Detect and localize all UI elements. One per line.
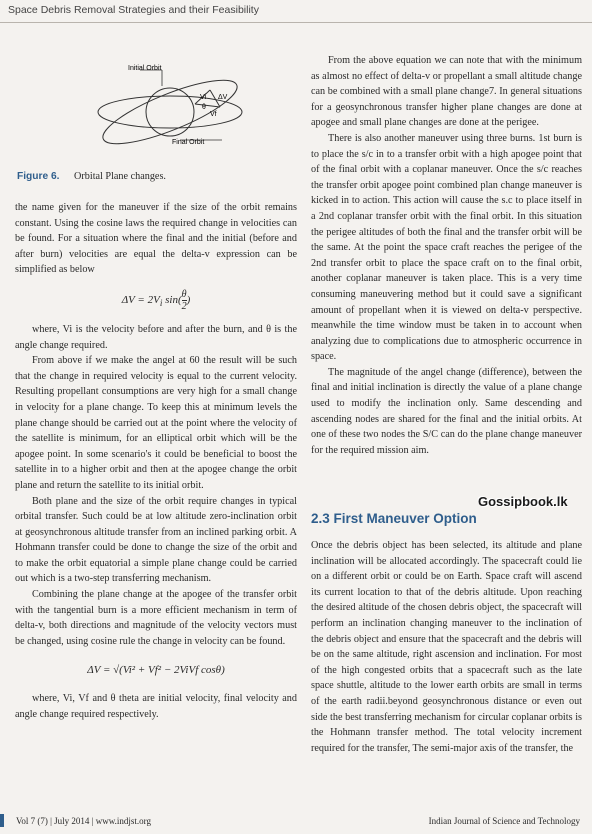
- footer-accent-bar: [0, 814, 4, 827]
- orbit-diagram: [70, 52, 270, 162]
- paragraph: Once the debris object has been selected, its altitude and plane inclination will be allocated accordingly. The spacecraft could lie on a different orbit or could be on Earth. Space craft will ascend its current location to that of the debris altitude. Upon reaching the desired altitude of the chosen debris object, the spacecraft will perform an inclination changing maneuver to the inclination of the debris object and ensure that the spacecraft and the debris will be on the same altitude, right ascension and inclination. For most of the high congested orbits that a spacecraft such as the late space shuttle, altitude to the lower earth orbits are small in terms of the earth radii.beyond geosynchronous distance or even out side the best transferring mechanism for circular coplanar orbits is the Hohmann transfer method. The total velocity increment required for the transfer, The semi-major axis of the transfer, the: [311, 540, 582, 754]
- watermark: Gossipbook.lk: [478, 494, 568, 509]
- right-column: [311, 53, 582, 458]
- paragraph: Both plane and the size of the orbit require changes in typical orbital transfer. Such could be at low altitude zero-inclination orbit at geosynchronous altitude transfer from an inclined parking orbit. A Hohmann transfer could be done to change the size of the orbit and to make the orbit equatorial a simple plane change could be carried out which is a two-step transferring mechanism.: [15, 495, 297, 585]
- right-column-section: [311, 538, 582, 756]
- equation-1: $\Delta V = 2V_i$ sin( $\frac{\theta}{2}$ ): [121, 288, 191, 312]
- dv-label: ΔV: [218, 94, 228, 101]
- running-header-title: Space Debris Removal Strategies and their Feasibility: [8, 4, 259, 16]
- paragraph: the name given for the maneuver if the size of the orbit remains constant. Using the cosine laws the required change in velocities can be found. For a situation where the final and the initial (before and after burn) velocities are equal the delta-v expression can be simplified as below: [15, 202, 297, 276]
- paragraph: From the above equation we can note that with the minimum as almost no effect of delta-v or propellant a small altitude change can be combined with a small plane change7. In general situations for a geosynchronous transfer higher plane changes are done at apogee and small plane changes are done at the perigee.: [311, 55, 582, 129]
- initial-orbit-label: Initial Orbit: [128, 65, 162, 72]
- left-column: [15, 200, 297, 723]
- paragraph: Combining the plane change at the apogee of the transfer orbit with the tangential burn is a more efficient mechanism in term of delta-v, both directions and magnitude of the velocity vectors must be changed, using cosine rule the change in velocity can be found.: [15, 589, 297, 647]
- equation-2: ΔV = √(Vi² + Vf² − 2ViVf cosθ): [87, 664, 225, 677]
- paragraph: From above if we make the angel at 60 the result will be such that the change in required velocity is equal to the current velocity. Resulting propellant consumptions are very high for a small change in velocity for a plane change. To keep this at minimum levels the plane change should be carried out at the point where the velocity of the satellite is minimum, for an elliptical orbit which will be the apogee point. In some scenario's it could be beneficial to boost the satellite in to a higher orbit and then at the apogee change the orbit plane and return the satellite to its initial orbit.: [15, 355, 297, 491]
- figure-caption-label: Figure 6.: [17, 171, 60, 182]
- figure-caption-text: Orbital Plane changes.: [74, 171, 166, 182]
- figure-caption: [17, 171, 166, 182]
- final-orbit-label: Final Orbit: [172, 139, 205, 146]
- vi-label: Vi: [200, 94, 207, 101]
- running-header: [0, 0, 592, 23]
- earth-circle: [146, 88, 194, 136]
- footer-journal-issue: Vol 7 (7) | July 2014 | www.indjst.org: [16, 816, 151, 826]
- paragraph: where, Vi is the velocity before and after the burn, and θ is the angle change required.: [15, 323, 297, 351]
- theta-label: θ: [202, 104, 206, 111]
- vf-label: Vf: [210, 111, 217, 118]
- paragraph: There is also another maneuver using three burns. 1st burn is to place the s/c in to a transfer orbit with a high apogee point that of the final orbit with a coplanar maneuver. Once the s/c reaches the transfer orbit apogee point combined plan change maneuver is kicked in to action. This action will cause the s.c to place itself in a 2nd coplanar transfer orbit with the final orbit. In this situation the perigee altitudes of both the final and the transfer orbit will be the same. At the point the space craft reaches the perigee of the 2nd transfer orbit to place the space craft on to the final orbit, another coplanar maneuver is taken place. This is a very time consuming maneuvering method but it could save a significant amount of propellant when it is viewed on delta-v perspective. meanwhile the time window must be taken in to account when analyzing due to complications due to atmospheric occurrence in space.: [311, 132, 582, 363]
- footer-journal-name: Indian Journal of Science and Technology: [428, 816, 580, 826]
- inclined-orbit-ellipse: [96, 68, 243, 155]
- page-footer: [0, 814, 592, 834]
- vf-vector: [195, 104, 220, 107]
- paragraph: where, Vi, Vf and θ theta are initial velocity, final velocity and angle change required respectively.: [15, 693, 297, 721]
- paragraph: The magnitude of the angel change (difference), between the final and initial inclination is directly the value of a plane change used to modify the inclination only. Same descending and ascending nodes are shared for the final and the initial orbits. At one of these two nodes the S/C can do the plane change maneuver for the required mission aim.: [311, 366, 582, 456]
- orbital-plane-figure: [70, 52, 270, 162]
- section-heading: 2.3 First Maneuver Option: [311, 511, 477, 526]
